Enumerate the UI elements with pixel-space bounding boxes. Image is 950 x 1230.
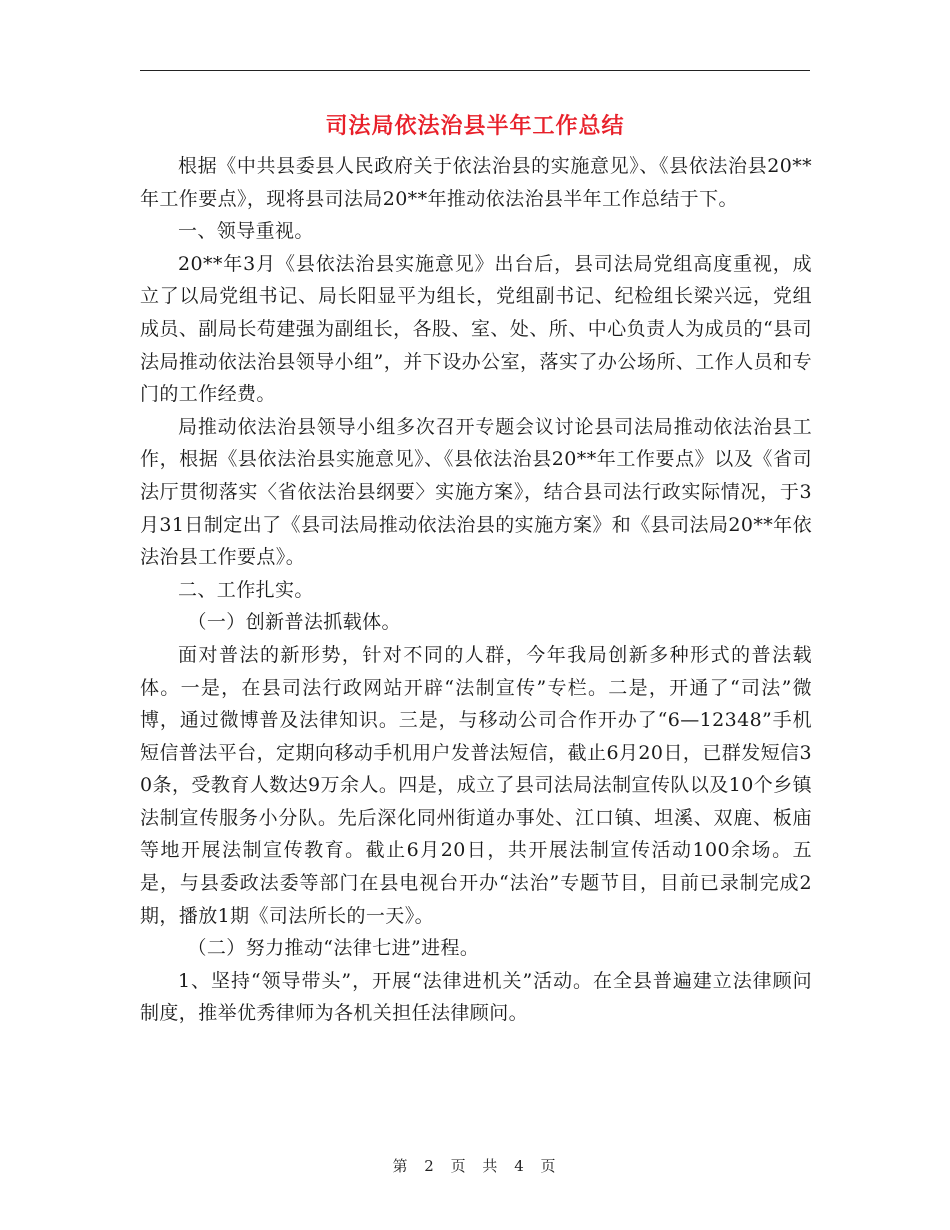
document-body (140, 150, 812, 1030)
paragraph-carriers: 面对普法的新形势，针对不同的人群，今年我局创新多种形式的普法载体。一是，在县司法行政网站开辟“法制宣传”专栏。二是，开通了“司法”微博，通过微博普及法律知识。三是，与移动公司合作开办了“6—12348”手机短信普法平台，定期向移动手机用户发普法短信，截止6月20日，已群发短信30条，受教育人数达9万余人。四是，成立了县司法局法制宣传队以及10个乡镇法制宣传服务小分队。先后深化同州街道办事处、江口镇、坦溪、双鹿、板庙等地开展法制宣传教育。截止6月20日，共开展法制宣传活动100余场。五是，与县委政法委等部门在县电视台开办“法治”专题节目，目前已录制完成2期，播放1期《司法所长的一天》。 (140, 643, 812, 927)
footer-label-total: 共 (482, 1157, 500, 1175)
subsection-heading-carriers: （一）创新普法抓载体。 (187, 611, 401, 634)
footer-label-page: 第 (392, 1157, 410, 1175)
footer-total-pages: 4 (514, 1157, 526, 1175)
page-footer (0, 1155, 950, 1176)
section-heading-work: 二、工作扎实。 (178, 578, 314, 601)
paragraph-meetings: 局推动依法治县领导小组多次召开专题会议讨论县司法局推动依法治县工作，根据《县依法治县实施意见》、《县依法治县20**年工作要点》以及《省司法厅贯彻落实〈省依法治县纲要〉实施方案》，结合县司法行政实际情况，于3月31日制定出了《县司法局推动依法治县的实施方案》和《县司法局20**年依法治县工作要点》。 (140, 415, 812, 569)
footer-page-number: 2 (424, 1157, 436, 1175)
paragraph-leadership-group: 20**年3月《县依法治县实施意见》出台后，县司法局党组高度重视，成立了以局党组书记、局长阳显平为组长，党组副书记、纪检组长梁兴远，党组成员、副局长苟建强为副组长，各股、室、处、所、中心负责人为成员的“县司法局推动依法治县领导小组”，并下设办公室，落实了办公场所、工作人员和专门的工作经费。 (140, 252, 812, 406)
document-title: 司法局依法治县半年工作总结 (325, 113, 625, 139)
section-heading-leadership: 一、领导重视。 (178, 220, 314, 243)
footer-label-total-unit: 页 (540, 1157, 558, 1175)
paragraph-intro: 根据《中共县委县人民政府关于依法治县的实施意见》、《县依法治县20**年工作要点》，现将县司法局20**年推动依法治县半年工作总结于下。 (140, 155, 812, 210)
footer-label-page-unit: 页 (450, 1157, 468, 1175)
header-rule (140, 70, 810, 71)
paragraph-law-into-agencies: 1、坚持“领导带头”，开展“法律进机关”活动。在全县普遍建立法律顾问制度，推举优秀律师为各机关担任法律顾问。 (140, 969, 812, 1025)
subsection-heading-seven-law: （二）努力推动“法律七进”进程。 (187, 937, 480, 960)
